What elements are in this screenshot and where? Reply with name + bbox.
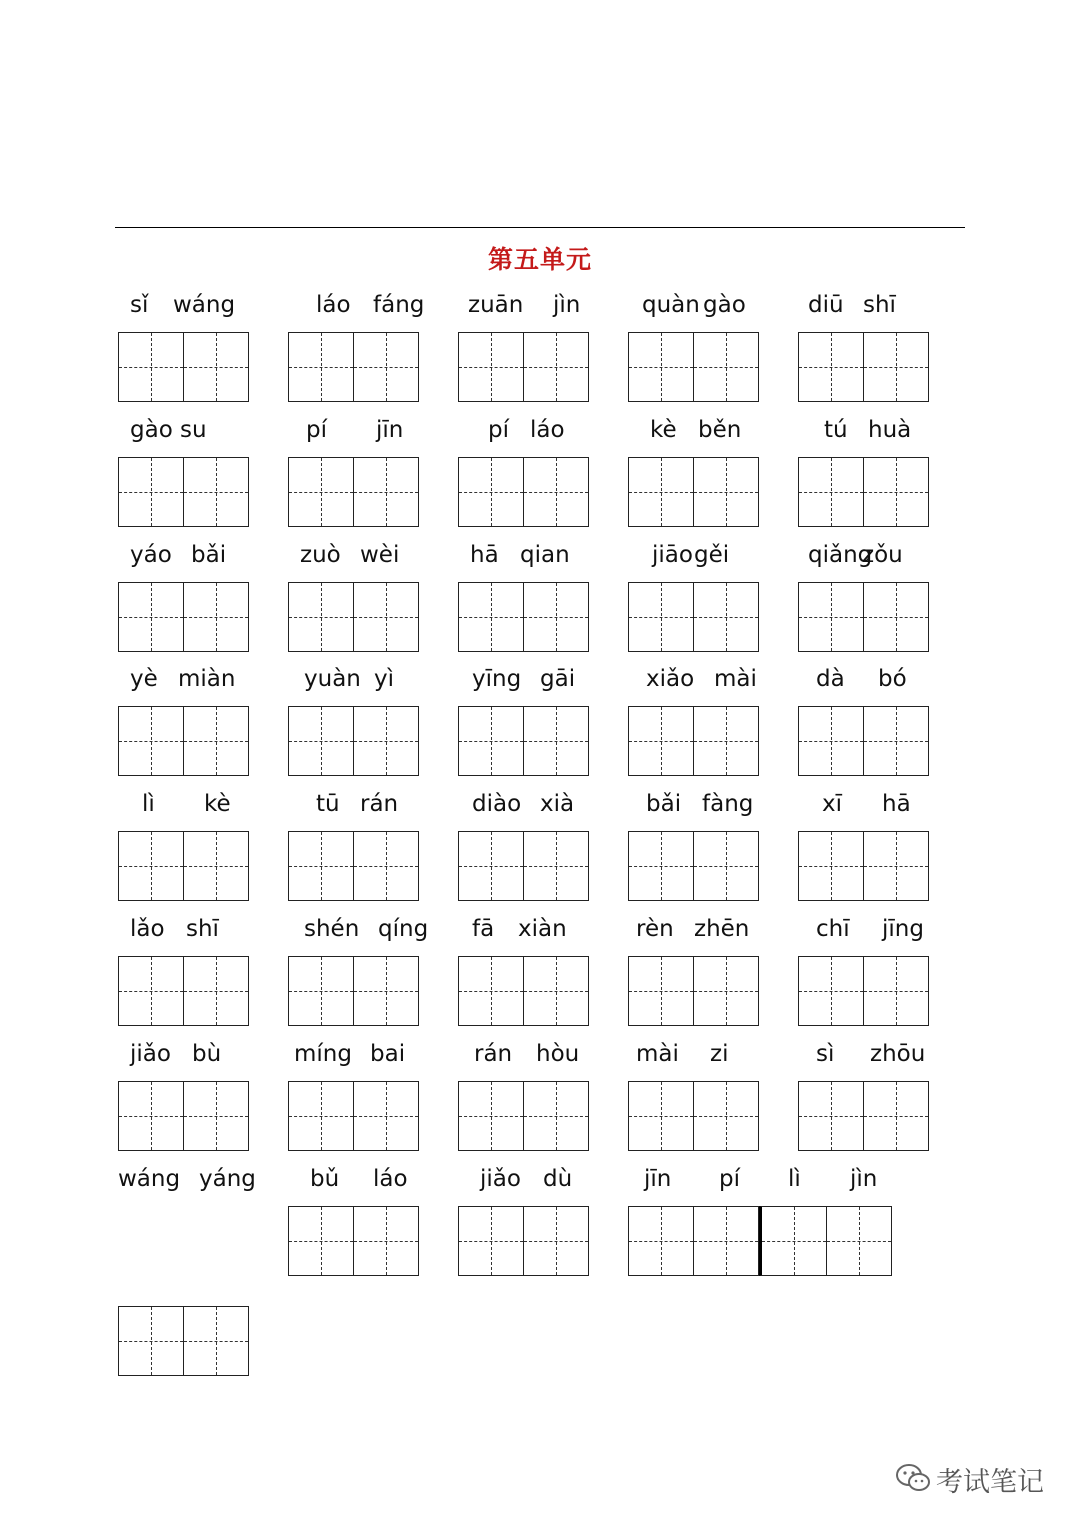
writing-box[interactable] [184, 582, 249, 652]
pinyin-syllable: zǒu [862, 542, 903, 568]
pinyin-line [798, 666, 938, 696]
writing-box[interactable] [184, 956, 249, 1026]
writing-box[interactable] [288, 332, 354, 402]
pinyin-syllable: bù [192, 1041, 222, 1067]
writing-boxes [288, 831, 419, 901]
word-cell [288, 417, 458, 529]
pinyin-syllable: mài [714, 666, 757, 692]
writing-boxes [288, 1206, 419, 1276]
writing-box[interactable] [118, 831, 184, 901]
writing-box[interactable] [354, 831, 419, 901]
writing-box[interactable] [827, 1206, 892, 1276]
pinyin-syllable: yáo [130, 542, 172, 568]
writing-box[interactable] [184, 332, 249, 402]
writing-box[interactable] [184, 1081, 249, 1151]
word-cell-jin-pi-li-jin [628, 1166, 898, 1278]
pinyin-syllable: bǎi [646, 791, 682, 817]
pinyin-line [288, 916, 428, 946]
pinyin-syllable: kè [204, 791, 231, 817]
writing-boxes [798, 956, 929, 1026]
writing-box[interactable] [524, 582, 589, 652]
word-cell-bu-lao [288, 1166, 458, 1278]
writing-boxes [458, 831, 589, 901]
pinyin-line [118, 1041, 258, 1071]
word-cell [628, 542, 798, 654]
pinyin-line [628, 1041, 768, 1071]
pinyin-syllable: láo [530, 417, 565, 443]
writing-box[interactable] [694, 706, 759, 776]
pinyin-syllable: jīn [644, 1166, 672, 1192]
writing-box[interactable] [628, 706, 694, 776]
writing-boxes [798, 332, 929, 402]
writing-box[interactable] [118, 956, 184, 1026]
pinyin-syllable: kè [650, 417, 677, 443]
pinyin-syllable: qian [520, 542, 570, 568]
pinyin-syllable: quàn [642, 292, 700, 318]
pinyin-syllable: lǎo [130, 916, 165, 942]
pinyin-syllable: lì [142, 791, 155, 817]
word-cell [288, 791, 458, 903]
pinyin-syllable: pí [488, 417, 509, 443]
writing-box[interactable] [288, 582, 354, 652]
pinyin-syllable: hòu [536, 1041, 580, 1067]
writing-box[interactable] [118, 1306, 184, 1376]
writing-box[interactable] [628, 582, 694, 652]
word-cell [118, 791, 288, 903]
pinyin-line [798, 542, 938, 572]
writing-box[interactable] [694, 831, 759, 901]
pinyin-syllable: shī [863, 292, 896, 318]
writing-box[interactable] [864, 582, 929, 652]
writing-boxes [628, 457, 759, 527]
pinyin-syllable: diū [808, 292, 844, 318]
pinyin-syllable: yì [374, 666, 395, 692]
pinyin-line [628, 542, 768, 572]
word-cell [628, 791, 798, 903]
writing-boxes [118, 332, 249, 402]
writing-box[interactable] [354, 1206, 419, 1276]
pinyin-line [288, 666, 428, 696]
writing-box[interactable] [798, 956, 864, 1026]
writing-box[interactable] [864, 332, 929, 402]
pinyin-line [628, 417, 768, 447]
pinyin-syllable: wèi [360, 542, 400, 568]
pinyin-line [458, 292, 598, 322]
pinyin-syllable: hā [470, 542, 499, 568]
writing-box[interactable] [798, 831, 864, 901]
pinyin-syllable: shī [186, 916, 219, 942]
pinyin-line [798, 791, 938, 821]
writing-box[interactable] [288, 1206, 354, 1276]
writing-boxes [458, 457, 589, 527]
word-cell [458, 292, 628, 404]
writing-box[interactable] [864, 1081, 929, 1151]
pinyin-line [118, 542, 258, 572]
pinyin-syllable: láo [316, 292, 351, 318]
word-cell [798, 916, 968, 1028]
writing-boxes [458, 956, 589, 1026]
word-cell [798, 417, 968, 529]
pinyin-line [458, 791, 598, 821]
writing-box[interactable] [524, 1206, 589, 1276]
writing-box[interactable] [458, 1081, 524, 1151]
writing-box[interactable] [118, 706, 184, 776]
writing-boxes [628, 1206, 892, 1276]
writing-boxes [798, 457, 929, 527]
writing-box[interactable] [458, 332, 524, 402]
writing-box[interactable] [354, 706, 419, 776]
pinyin-syllable: míng [294, 1041, 352, 1067]
writing-box[interactable] [694, 457, 759, 527]
word-cell [628, 292, 798, 404]
writing-box[interactable] [184, 706, 249, 776]
pinyin-syllable: bó [878, 666, 907, 692]
writing-box[interactable] [354, 332, 419, 402]
word-cell [118, 417, 288, 529]
pinyin-syllable: bǎi [191, 542, 227, 568]
writing-box[interactable] [628, 831, 694, 901]
pinyin-syllable: rèn [636, 916, 674, 942]
page-title: 第五单元 [487, 245, 592, 274]
pinyin-line [798, 1041, 938, 1071]
writing-box[interactable] [458, 457, 524, 527]
pinyin-syllable: bǔ [310, 1166, 340, 1192]
pinyin-syllable: jiǎo [480, 1166, 521, 1192]
writing-box[interactable] [524, 1081, 589, 1151]
writing-box[interactable] [118, 582, 184, 652]
pinyin-line [458, 542, 598, 572]
writing-box[interactable] [798, 1081, 864, 1151]
pinyin-syllable: jīng [882, 916, 924, 942]
pinyin-syllable: yè [130, 666, 158, 692]
writing-boxes [798, 582, 929, 652]
writing-box[interactable] [694, 332, 759, 402]
pinyin-syllable: jìn [553, 292, 581, 318]
pinyin-syllable: fáng [373, 292, 425, 318]
writing-boxes [628, 332, 759, 402]
pinyin-line [118, 292, 258, 322]
writing-box[interactable] [628, 956, 694, 1026]
writing-boxes [458, 706, 589, 776]
pinyin-syllable: gào [703, 292, 746, 318]
writing-box[interactable] [354, 582, 419, 652]
word-cell [458, 1041, 628, 1153]
pinyin-syllable: sǐ [130, 292, 149, 318]
writing-boxes [798, 1081, 929, 1151]
pinyin-syllable: jiǎo [130, 1041, 171, 1067]
writing-boxes [288, 956, 419, 1026]
word-cell [628, 916, 798, 1028]
writing-box[interactable] [694, 1206, 759, 1276]
word-cell [458, 916, 628, 1028]
word-cell [118, 1041, 288, 1153]
word-cell [798, 542, 968, 654]
pinyin-line [118, 417, 258, 447]
writing-boxes [118, 831, 249, 901]
word-cell [798, 1041, 968, 1153]
writing-boxes [118, 956, 249, 1026]
word-cell [118, 916, 288, 1028]
writing-box[interactable] [628, 1081, 694, 1151]
pinyin-syllable: yáng [199, 1166, 256, 1192]
pinyin-syllable: dù [543, 1166, 573, 1192]
pinyin-syllable: fā [472, 916, 495, 942]
writing-box[interactable] [759, 1206, 827, 1276]
writing-box[interactable] [694, 956, 759, 1026]
writing-boxes [118, 1306, 249, 1376]
word-cell [118, 292, 288, 404]
writing-box[interactable] [864, 457, 929, 527]
pinyin-syllable: xiǎo [646, 666, 695, 692]
writing-boxes [118, 457, 249, 527]
pinyin-syllable: gào [130, 417, 173, 443]
pinyin-syllable: sì [816, 1041, 835, 1067]
writing-box[interactable] [288, 457, 354, 527]
pinyin-line [628, 916, 768, 946]
pinyin-syllable: qiǎng [808, 542, 873, 568]
writing-box[interactable] [184, 831, 249, 901]
writing-boxes [628, 956, 759, 1026]
writing-box[interactable] [458, 956, 524, 1026]
writing-box[interactable] [864, 831, 929, 901]
pinyin-line [628, 1166, 898, 1196]
writing-box[interactable] [288, 956, 354, 1026]
pinyin-syllable: shén [304, 916, 360, 942]
pinyin-line [118, 916, 258, 946]
pinyin-line [628, 292, 768, 322]
word-cell [798, 666, 968, 778]
pinyin-syllable: fàng [702, 791, 754, 817]
word-cell [458, 791, 628, 903]
writing-box[interactable] [524, 457, 589, 527]
writing-boxes [798, 831, 929, 901]
writing-boxes [458, 1081, 589, 1151]
writing-box[interactable] [628, 457, 694, 527]
pinyin-syllable: yuàn [304, 666, 361, 692]
writing-boxes [458, 1206, 589, 1276]
writing-box[interactable] [798, 457, 864, 527]
writing-box[interactable] [458, 1206, 524, 1276]
pinyin-line [118, 791, 258, 821]
pinyin-line [628, 666, 768, 696]
writing-boxes [798, 706, 929, 776]
pinyin-syllable: zuò [300, 542, 341, 568]
pinyin-syllable: hā [882, 791, 911, 817]
top-rule [115, 227, 965, 228]
word-cell [288, 292, 458, 404]
pinyin-syllable: zhōu [870, 1041, 926, 1067]
writing-box[interactable] [354, 956, 419, 1026]
pinyin-line [628, 791, 768, 821]
pinyin-syllable: miàn [178, 666, 236, 692]
pinyin-line [118, 1166, 258, 1196]
pinyin-syllable: xī [822, 791, 843, 817]
word-cell [458, 542, 628, 654]
pinyin-syllable: qíng [378, 916, 429, 942]
writing-boxes [628, 582, 759, 652]
pinyin-syllable: bai [370, 1041, 406, 1067]
writing-boxes [288, 1081, 419, 1151]
watermark-text: 考试笔记 [936, 1467, 1044, 1498]
writing-box[interactable] [458, 582, 524, 652]
writing-boxes [288, 582, 419, 652]
writing-box[interactable] [184, 457, 249, 527]
pinyin-syllable: xià [540, 791, 575, 817]
writing-boxes [458, 582, 589, 652]
word-cell [118, 542, 288, 654]
pinyin-syllable: láo [373, 1166, 408, 1192]
word-cell [628, 417, 798, 529]
pinyin-syllable: pí [719, 1166, 740, 1192]
pinyin-line [798, 417, 938, 447]
pinyin-syllable: jīn [376, 417, 404, 443]
writing-box[interactable] [288, 1081, 354, 1151]
writing-box[interactable] [798, 332, 864, 402]
writing-box[interactable] [288, 831, 354, 901]
pinyin-line [288, 791, 428, 821]
pinyin-line [458, 417, 598, 447]
writing-box[interactable] [628, 1206, 694, 1276]
pinyin-syllable: jìn [850, 1166, 878, 1192]
pinyin-syllable: tú [824, 417, 848, 443]
pinyin-syllable: zi [710, 1041, 729, 1067]
pinyin-syllable: zhēn [694, 916, 750, 942]
pinyin-syllable: wáng [118, 1166, 181, 1192]
pinyin-line [288, 1041, 428, 1071]
pinyin-syllable: rán [360, 791, 399, 817]
writing-box[interactable] [798, 582, 864, 652]
writing-box[interactable] [354, 1081, 419, 1151]
word-cell [288, 1041, 458, 1153]
writing-boxes [288, 457, 419, 527]
pinyin-syllable: mài [636, 1041, 679, 1067]
writing-box[interactable] [524, 956, 589, 1026]
pinyin-syllable: tū [316, 791, 340, 817]
pinyin-line [288, 542, 428, 572]
writing-boxes [118, 1081, 249, 1151]
pinyin-line [118, 666, 258, 696]
writing-box[interactable] [354, 457, 419, 527]
pinyin-syllable: gāi [540, 666, 576, 692]
writing-box[interactable] [184, 1306, 249, 1376]
writing-box[interactable] [864, 706, 929, 776]
word-cell [628, 666, 798, 778]
writing-box[interactable] [118, 457, 184, 527]
writing-box[interactable] [864, 956, 929, 1026]
pinyin-syllable: diào [472, 791, 522, 817]
word-cell [628, 1041, 798, 1153]
pinyin-syllable: běn [698, 417, 742, 443]
pinyin-syllable: huà [868, 417, 912, 443]
writing-boxes [458, 332, 589, 402]
pinyin-line [798, 292, 938, 322]
word-cell [118, 666, 288, 778]
pinyin-syllable: yīng [472, 666, 522, 692]
pinyin-syllable: lì [788, 1166, 801, 1192]
word-cell [288, 916, 458, 1028]
writing-box[interactable] [118, 332, 184, 402]
pinyin-syllable: dà [816, 666, 845, 692]
pinyin-syllable: pí [306, 417, 327, 443]
pinyin-syllable: xiàn [518, 916, 567, 942]
writing-box[interactable] [694, 1081, 759, 1151]
pinyin-line [458, 1041, 598, 1071]
writing-box[interactable] [458, 831, 524, 901]
writing-box[interactable] [524, 831, 589, 901]
pinyin-line [458, 666, 598, 696]
writing-box[interactable] [628, 332, 694, 402]
writing-boxes [288, 706, 419, 776]
watermark [894, 1460, 1054, 1500]
pinyin-syllable: su [180, 417, 207, 443]
pinyin-syllable: zuān [468, 292, 524, 318]
word-cell [458, 666, 628, 778]
writing-box[interactable] [798, 706, 864, 776]
wechat-icon [894, 1462, 932, 1494]
word-cell-wang-yang-boxes [118, 1266, 288, 1378]
pinyin-line [798, 916, 938, 946]
pinyin-syllable: gěi [694, 542, 730, 568]
writing-boxes [288, 332, 419, 402]
word-cell [288, 666, 458, 778]
word-cell [798, 292, 968, 404]
writing-box[interactable] [458, 706, 524, 776]
pinyin-line [288, 1166, 428, 1196]
writing-boxes [628, 1081, 759, 1151]
word-cell [458, 417, 628, 529]
writing-box[interactable] [524, 332, 589, 402]
writing-box[interactable] [288, 706, 354, 776]
writing-box[interactable] [694, 582, 759, 652]
pinyin-line [458, 1166, 598, 1196]
pinyin-syllable: jiāo [652, 542, 693, 568]
writing-boxes [118, 706, 249, 776]
pinyin-line [458, 916, 598, 946]
pinyin-line [288, 417, 428, 447]
word-cell [798, 791, 968, 903]
writing-boxes [628, 706, 759, 776]
word-cell [288, 542, 458, 654]
word-cell-wang-yang [118, 1166, 288, 1278]
writing-box[interactable] [524, 706, 589, 776]
pinyin-syllable: chī [816, 916, 850, 942]
writing-box[interactable] [118, 1081, 184, 1151]
pinyin-syllable: wáng [173, 292, 236, 318]
pinyin-line [288, 292, 428, 322]
writing-boxes [628, 831, 759, 901]
pinyin-syllable: rán [474, 1041, 513, 1067]
word-cell-jiao-du [458, 1166, 628, 1278]
writing-boxes [118, 582, 249, 652]
